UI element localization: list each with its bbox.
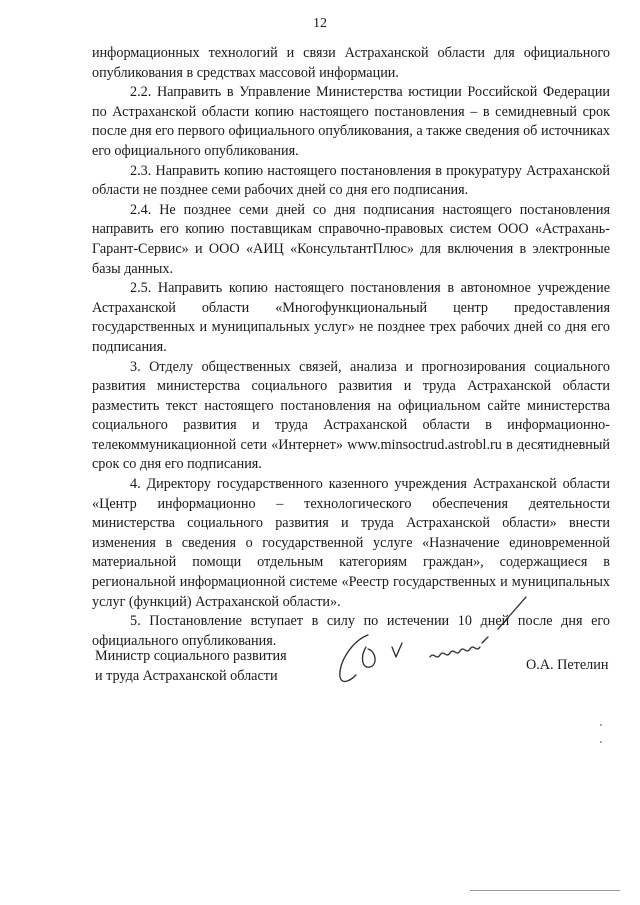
paragraph-5: 5. Постановление вступает в силу по истечении 10 дней после дня его официального опубликования. xyxy=(92,613,610,649)
paragraph-2-3: 2.3. Направить копию настоящего постановления в прокуратуру Астраханской области не позднее семи рабочих дней со дня его подписания. xyxy=(92,162,610,199)
paragraph-continuation: информационных технологий и связи Астраханской области для официального опубликования в средствах массовой информации. xyxy=(92,45,610,81)
signer-title: Министр социального развития и труда Астраханской области xyxy=(95,648,287,684)
paragraph-2-4: 2.4. Не позднее семи дней со дня подписания настоящего постановления направить его копию поставщикам справочно-правовых систем ООО «Астрахань-Гарант-Сервис» и ООО «АИЦ «КонсультантПлюс» для включения в электронные базы данных. xyxy=(92,201,610,277)
paragraph-2-5: 2.5. Направить копию настоящего постановления в автономное учреждение Астраханской области «Многофункциональный центр предоставления государственных и муниципальных услуг» не позднее трех рабочих дней со дня его подписания. xyxy=(92,280,610,355)
paragraph-2-2: 2.2. Направить в Управление Министерства юстиции Российской Федерации по Астраханской области копию настоящего постановления – в семидневный срок после дня его первого официального опубликования, а также сведения об источниках его официального опубликования. xyxy=(92,84,610,159)
document-body xyxy=(92,44,610,651)
scan-artifact xyxy=(600,741,602,743)
scan-artifact xyxy=(600,724,602,726)
signer-name: О.А. Петелин xyxy=(526,657,609,673)
page-number: 12 xyxy=(313,16,327,31)
paragraph-3: 3. Отделу общественных связей, анализа и прогнозирования социального развития министерства социального развития и труда Астраханской области разместить текст настоящего постановления на официальном сайте министерства социального развития и труда Астраханской области в информационно-телекоммуникационной сети «Интернет» www.minsoctrud.astrobl.ru в десятидневный срок со дня его подписания. xyxy=(92,358,610,473)
paragraph-4: 4. Директору государственного казенного учреждения Астраханской области «Центр информационно – технологического обеспечения деятельности министерства социального развития и труда Астраханской области» внести изменения в сведения о государственной услуге «Назначение единовременной материальной помощи отдельным категориям граждан», содержащиеся в региональной информационной системе «Реестр государственных и муниципальных услуг (функций) Астраханской области». xyxy=(92,476,610,610)
footer-rule xyxy=(470,890,620,891)
